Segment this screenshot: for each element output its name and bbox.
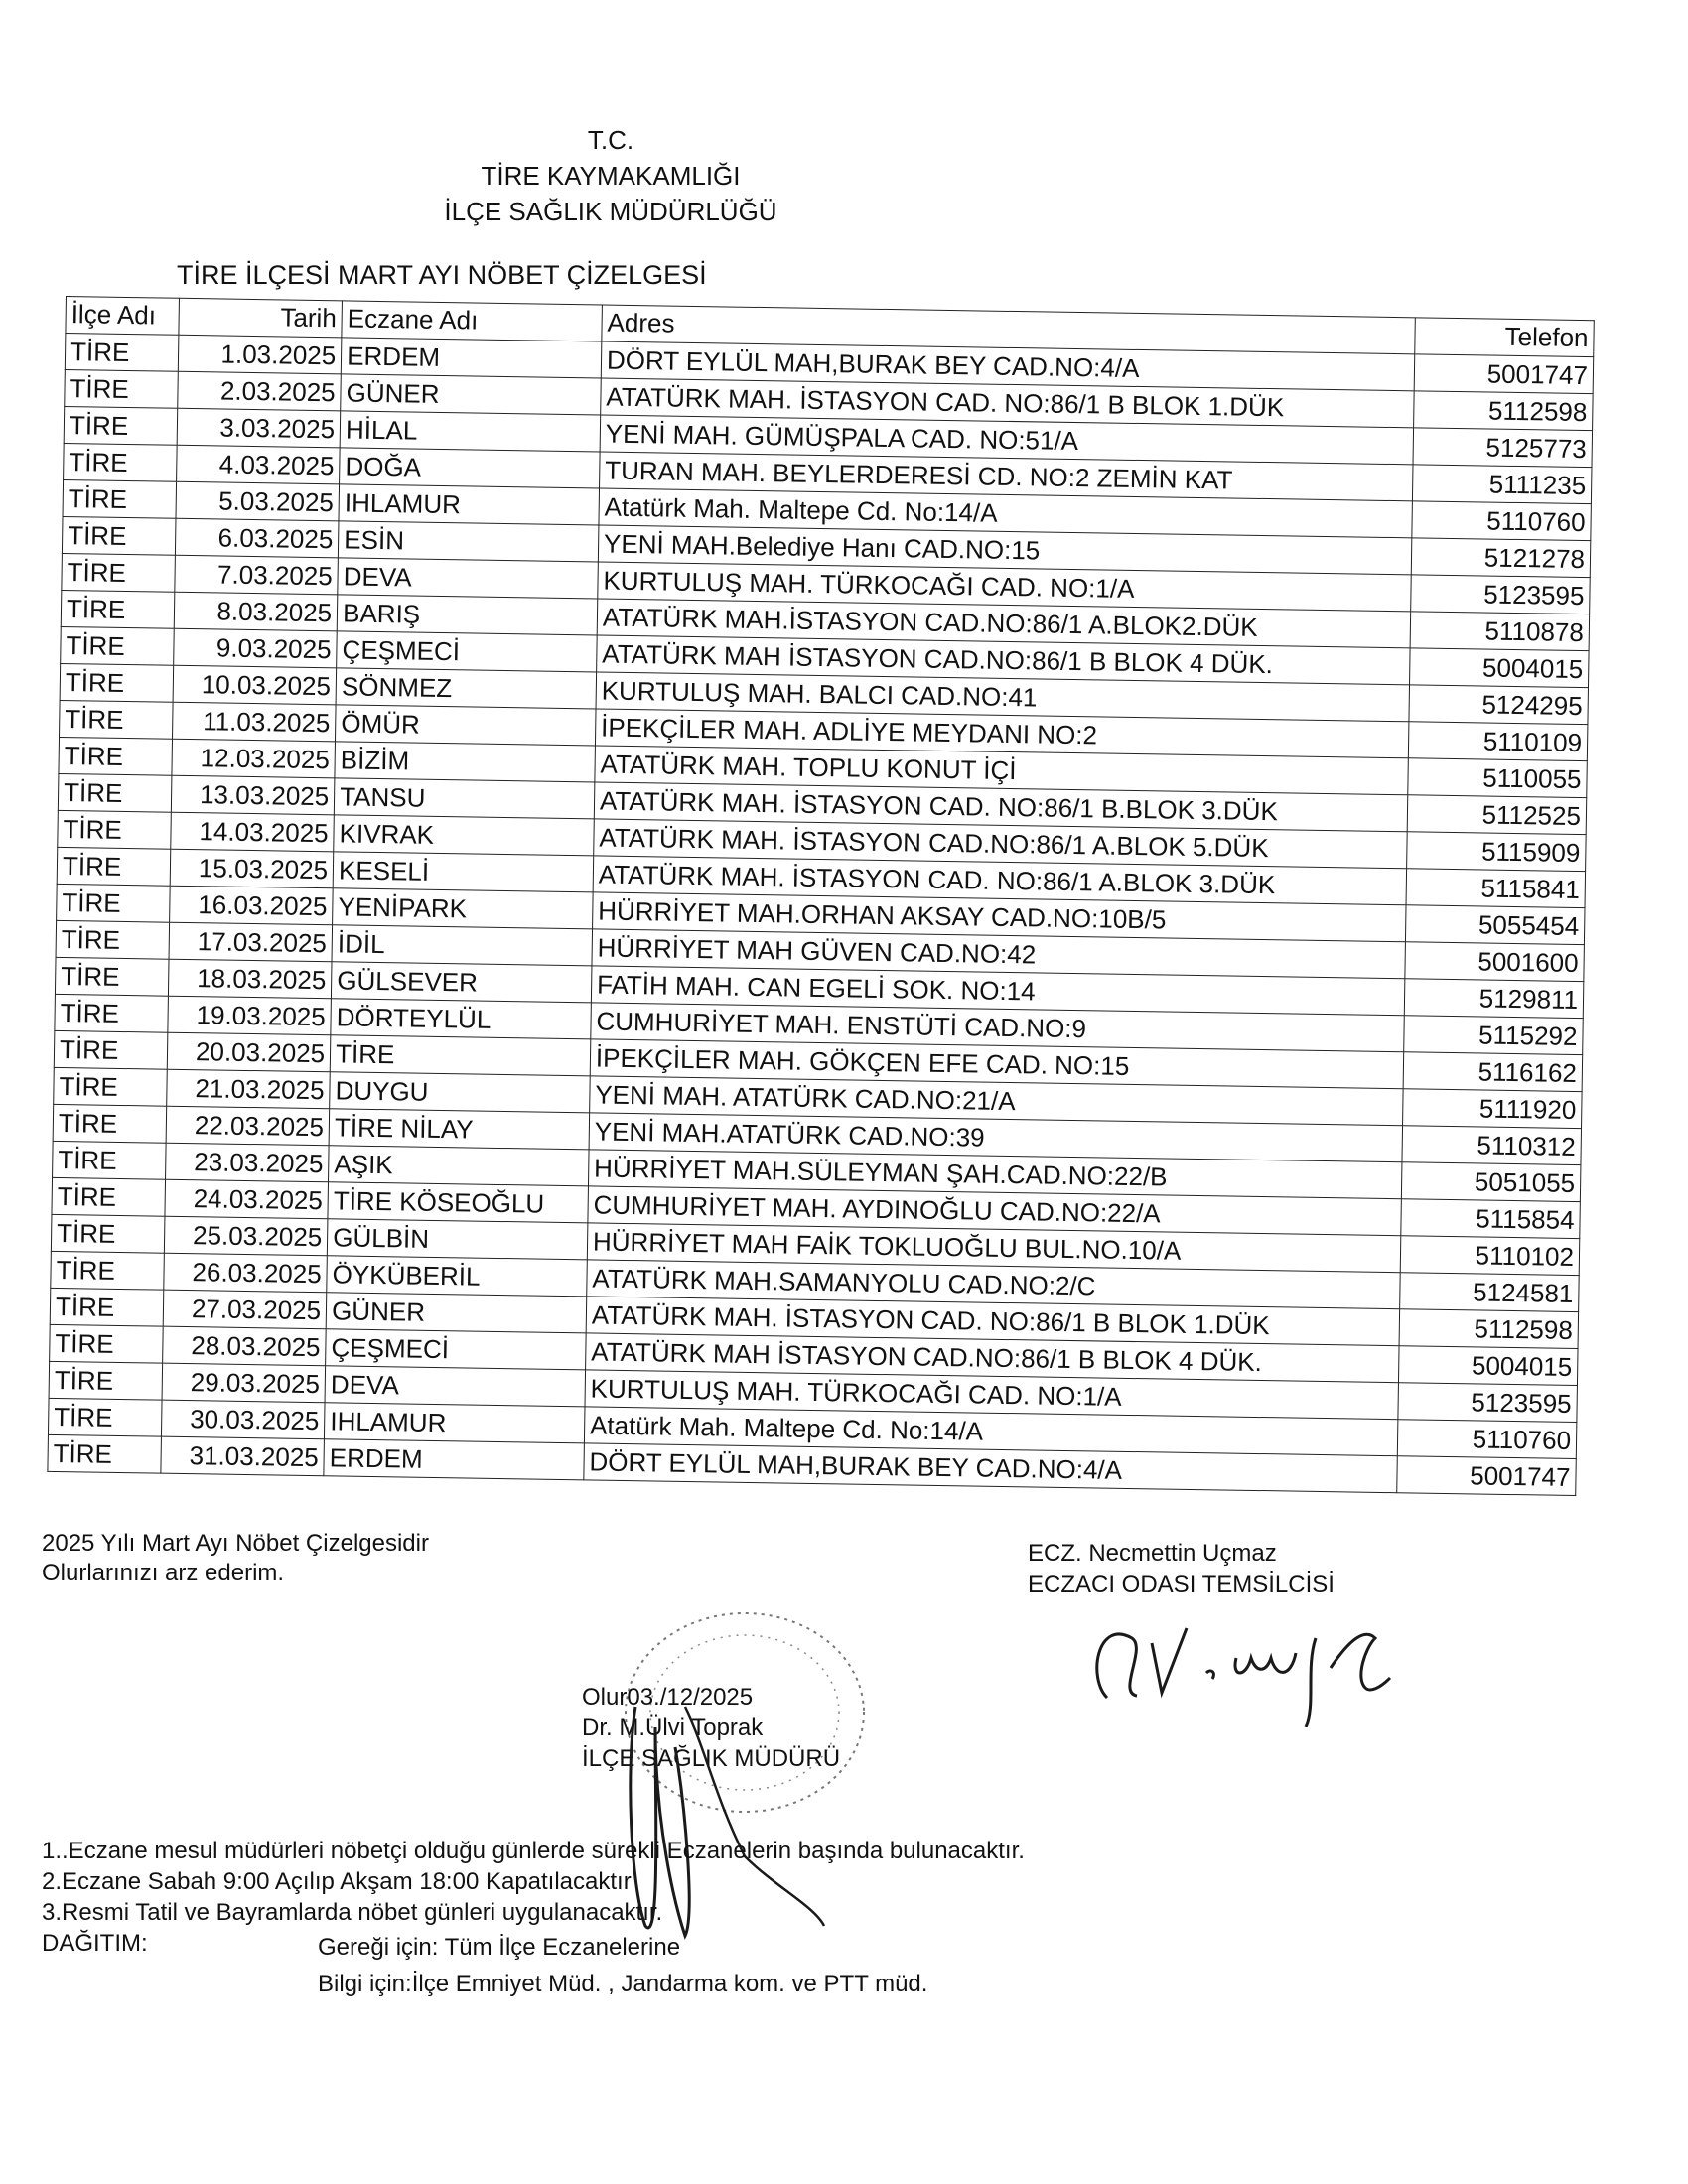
cell-pharmacy-name: HİLAL: [340, 411, 600, 452]
cell-date: 16.03.2025: [169, 886, 333, 925]
cell-district: TİRE: [56, 920, 169, 959]
cell-address: YENİ MAH. GÜMÜŞPALA CAD. NO:51/A: [600, 415, 1414, 465]
cell-district: TİRE: [51, 1214, 164, 1253]
cell-pharmacy-name: IHLAMUR: [339, 484, 599, 525]
representative-name: ECZ. Necmettin Uçmaz: [1028, 1540, 1277, 1567]
cell-pharmacy-name: ÖMÜR: [336, 705, 596, 746]
cell-district: TİRE: [51, 1251, 164, 1290]
cell-date: 3.03.2025: [177, 408, 341, 448]
cell-district: TİRE: [65, 334, 178, 372]
cell-pharmacy-name: ERDEM: [341, 338, 601, 378]
cell-pharmacy-name: ÇEŞMECİ: [326, 1329, 586, 1370]
note-2: 2.Eczane Sabah 9:00 Açılıp Akşam 18:00 Kapatılacaktır: [42, 1868, 632, 1895]
cell-district: TİRE: [62, 553, 175, 592]
cell-address: HÜRRİYET MAH.ORHAN AKSAY CAD.NO:10B/5: [592, 892, 1406, 942]
cell-district: TİRE: [55, 957, 168, 996]
note-1: 1..Eczane mesul müdürleri nöbetçi olduğu günlerde sürekli Eczanelerin başında bulunacaktır.: [42, 1838, 1025, 1864]
cell-district: TİRE: [61, 590, 174, 628]
cell-phone: 5110760: [1412, 501, 1592, 541]
cell-phone: 5111920: [1403, 1089, 1583, 1129]
cell-phone: 5112598: [1399, 1309, 1579, 1349]
cell-address: HÜRRİYET MAH FAİK TOKLUOĞLU BUL.NO.10/A: [587, 1223, 1401, 1273]
cell-address: KURTULUŞ MAH. TÜRKOCAĞI CAD. NO:1/A: [585, 1370, 1399, 1420]
cell-district: TİRE: [54, 1067, 167, 1106]
cell-address: ATATÜRK MAH.İSTASYON CAD.NO:86/1 A.BLOK2.DÜK: [597, 599, 1411, 648]
approval-date: Olur03./12/2025: [582, 1684, 754, 1710]
cell-phone: 5129811: [1404, 979, 1584, 1019]
cell-pharmacy-name: ÖYKÜBERİL: [327, 1256, 587, 1297]
header-tc: T.C.: [587, 125, 634, 155]
cell-phone: 5115292: [1404, 1016, 1584, 1055]
cell-date: 31.03.2025: [160, 1436, 324, 1476]
cell-pharmacy-name: TANSU: [334, 778, 594, 819]
column-header-phone: Telefon: [1415, 318, 1595, 357]
cell-date: 29.03.2025: [162, 1363, 326, 1403]
cell-date: 8.03.2025: [174, 592, 338, 631]
cell-pharmacy-name: SÖNMEZ: [336, 668, 596, 709]
cell-pharmacy-name: BİZİM: [335, 742, 595, 782]
cell-date: 21.03.2025: [166, 1069, 330, 1109]
cell-phone: 5110102: [1400, 1236, 1580, 1276]
cell-date: 28.03.2025: [162, 1326, 326, 1366]
cell-district: TİRE: [54, 1030, 167, 1069]
cell-phone: 5121278: [1411, 538, 1591, 578]
cell-pharmacy-name: IHLAMUR: [325, 1403, 585, 1443]
cell-phone: 5001747: [1414, 354, 1594, 394]
cell-pharmacy-name: GÜNER: [341, 374, 601, 415]
cell-phone: 5115854: [1401, 1199, 1581, 1239]
cell-phone: 5115909: [1407, 832, 1587, 872]
cell-address: ATATÜRK MAH İSTASYON CAD.NO:86/1 B BLOK 4 DÜK.: [585, 1333, 1399, 1383]
cell-address: İPEKÇİLER MAH. ADLİYE MEYDANI NO:2: [595, 709, 1409, 758]
cell-pharmacy-name: GÜLSEVER: [332, 962, 592, 1003]
cell-date: 9.03.2025: [173, 628, 337, 668]
cell-address: ATATÜRK MAH. TOPLU KONUT İÇİ: [595, 746, 1409, 795]
cell-date: 18.03.2025: [168, 959, 332, 999]
cell-phone: 5125773: [1413, 428, 1593, 468]
cell-phone: 5110312: [1402, 1126, 1582, 1165]
footer-request: Olurlarınızı arz ederim.: [42, 1560, 285, 1586]
cell-district: TİRE: [49, 1361, 162, 1400]
cell-address: Atatürk Mah. Maltepe Cd. No:14/A: [599, 488, 1413, 538]
duty-schedule-table: [47, 296, 1594, 1496]
cell-phone: 5001600: [1405, 942, 1585, 982]
cell-pharmacy-name: BARIŞ: [337, 595, 597, 635]
cell-date: 20.03.2025: [167, 1032, 331, 1072]
cell-pharmacy-name: GÜLBİN: [327, 1219, 587, 1260]
header-kaymakamlik: TİRE KAYMAKAMLIĞI: [481, 161, 741, 191]
cell-pharmacy-name: GÜNER: [326, 1293, 586, 1333]
cell-pharmacy-name: DEVA: [325, 1366, 585, 1407]
cell-date: 17.03.2025: [169, 922, 333, 962]
cell-address: KURTULUŞ MAH. BALCI CAD.NO:41: [596, 672, 1410, 722]
cell-phone: 5051055: [1401, 1162, 1581, 1202]
cell-address: DÖRT EYLÜL MAH,BURAK BEY CAD.NO:4/A: [601, 341, 1415, 391]
cell-district: TİRE: [57, 847, 170, 886]
cell-date: 25.03.2025: [164, 1216, 328, 1256]
note-3: 3.Resmi Tatil ve Bayramlarda nöbet günleri uygulanacaktır.: [42, 1899, 663, 1926]
cell-pharmacy-name: DEVA: [338, 558, 598, 599]
cell-phone: 5055454: [1405, 905, 1585, 945]
cell-district: TİRE: [63, 479, 176, 518]
cell-phone: 5001747: [1397, 1456, 1577, 1496]
cell-pharmacy-name: DÖRTEYLÜL: [331, 999, 591, 1039]
cell-phone: 5110055: [1408, 758, 1588, 798]
column-header-district: İlçe Adı: [66, 297, 179, 336]
cell-address: ATATÜRK MAH. İSTASYON CAD. NO:86/1 A.BLOK 3.DÜK: [593, 856, 1407, 905]
cell-address: FATİH MAH. CAN EGELİ SOK. NO:14: [591, 966, 1405, 1016]
cell-pharmacy-name: DUYGU: [330, 1072, 590, 1113]
cell-pharmacy-name: DOĞA: [340, 448, 600, 488]
cell-pharmacy-name: ERDEM: [324, 1439, 584, 1480]
cell-date: 13.03.2025: [171, 775, 335, 815]
cell-address: ATATÜRK MAH İSTASYON CAD.NO:86/1 B BLOK 4 DÜK.: [597, 635, 1411, 685]
cell-date: 1.03.2025: [178, 335, 342, 374]
cell-phone: 5111235: [1412, 465, 1592, 504]
column-header-pharmacy-name: Eczane Adı: [342, 301, 602, 341]
cell-date: 15.03.2025: [170, 849, 334, 888]
cell-district: TİRE: [62, 516, 175, 555]
director-name: Dr. M.Ülvi Toprak: [582, 1714, 764, 1741]
cell-address: YENİ MAH.Belediye Hanı CAD.NO:15: [598, 525, 1412, 575]
cell-address: CUMHURİYET MAH. ENSTÜTİ CAD.NO:9: [591, 1003, 1405, 1052]
cell-date: 6.03.2025: [175, 518, 339, 558]
cell-address: ATATÜRK MAH. İSTASYON CAD. NO:86/1 B.BLOK 3.DÜK: [594, 782, 1408, 832]
cell-date: 10.03.2025: [173, 665, 337, 705]
cell-date: 4.03.2025: [176, 445, 340, 484]
cell-phone: 5110109: [1408, 722, 1588, 761]
cell-district: TİRE: [58, 810, 171, 849]
cell-date: 27.03.2025: [163, 1290, 327, 1329]
header-mudurluk: İLÇE SAĞLIK MÜDÜRLÜĞÜ: [444, 197, 777, 226]
cell-date: 14.03.2025: [170, 812, 334, 852]
cell-district: TİRE: [53, 1141, 166, 1179]
cell-address: ATATÜRK MAH. İSTASYON CAD. NO:86/1 B BLOK 1.DÜK: [601, 378, 1415, 428]
distribution-action: Gereği için: Tüm İlçe Eczanelerine: [318, 1934, 681, 1961]
cell-address: ATATÜRK MAH. İSTASYON CAD. NO:86/1 B BLOK 1.DÜK: [586, 1297, 1400, 1346]
cell-phone: 5112525: [1407, 795, 1587, 835]
footer-statement: 2025 Yılı Mart Ayı Nöbet Çizelgesidir: [42, 1530, 429, 1557]
cell-district: TİRE: [60, 700, 173, 739]
cell-phone: 5110760: [1397, 1420, 1577, 1459]
cell-district: TİRE: [48, 1398, 161, 1436]
column-header-address: Adres: [602, 305, 1416, 354]
cell-pharmacy-name: ESİN: [339, 521, 599, 562]
cell-address: KURTULUŞ MAH. TÜRKOCAĞI CAD. NO:1/A: [598, 562, 1412, 612]
cell-pharmacy-name: KESELİ: [333, 852, 593, 892]
cell-address: HÜRRİYET MAH GÜVEN CAD.NO:42: [592, 929, 1406, 979]
cell-district: TİRE: [65, 369, 178, 408]
cell-address: Atatürk Mah. Maltepe Cd. No:14/A: [584, 1407, 1398, 1456]
column-header-date: Tarih: [178, 298, 342, 338]
cell-district: TİRE: [48, 1434, 161, 1473]
cell-phone: 5004015: [1410, 648, 1590, 688]
cell-pharmacy-name: TİRE NİLAY: [329, 1109, 589, 1150]
cell-address: CUMHURİYET MAH. AYDINOĞLU CAD.NO:22/A: [588, 1186, 1402, 1236]
schedule-title: TİRE İLÇESİ MART AYI NÖBET ÇİZELGESİ: [177, 260, 707, 290]
cell-phone: 5116162: [1403, 1052, 1583, 1092]
cell-phone: 5123595: [1398, 1383, 1578, 1423]
cell-district: TİRE: [64, 443, 177, 481]
cell-date: 26.03.2025: [163, 1253, 327, 1293]
cell-phone: 5004015: [1398, 1346, 1578, 1386]
distribution-label: DAĞITIM:: [42, 1930, 148, 1957]
cell-address: YENİ MAH.ATATÜRK CAD.NO:39: [589, 1113, 1403, 1162]
cell-date: 7.03.2025: [174, 555, 338, 595]
cell-date: 2.03.2025: [177, 371, 341, 411]
cell-date: 30.03.2025: [161, 1400, 325, 1439]
cell-phone: 5124581: [1400, 1273, 1580, 1312]
cell-district: TİRE: [58, 773, 171, 812]
cell-phone: 5110878: [1410, 612, 1590, 651]
cell-district: TİRE: [60, 663, 173, 702]
cell-district: TİRE: [50, 1288, 163, 1326]
cell-pharmacy-name: TİRE KÖSEOĞLU: [328, 1182, 588, 1223]
cell-date: 22.03.2025: [166, 1106, 330, 1146]
cell-date: 19.03.2025: [167, 996, 331, 1035]
cell-district: TİRE: [53, 1104, 166, 1143]
cell-pharmacy-name: TİRE: [330, 1035, 590, 1076]
cell-district: TİRE: [59, 737, 172, 775]
cell-date: 5.03.2025: [175, 481, 339, 521]
cell-date: 12.03.2025: [171, 739, 335, 778]
cell-address: DÖRT EYLÜL MAH,BURAK BEY CAD.NO:4/A: [584, 1443, 1398, 1493]
cell-district: TİRE: [52, 1177, 165, 1216]
cell-phone: 5115841: [1406, 869, 1586, 908]
cell-address: ATATÜRK MAH.SAMANYOLU CAD.NO:2/C: [587, 1260, 1401, 1309]
cell-phone: 5112598: [1414, 391, 1594, 431]
cell-address: İPEKÇİLER MAH. GÖKÇEN EFE CAD. NO:15: [590, 1039, 1404, 1089]
cell-pharmacy-name: YENİPARK: [333, 888, 593, 929]
cell-pharmacy-name: İDİL: [332, 925, 592, 966]
cell-district: TİRE: [55, 994, 168, 1032]
cell-pharmacy-name: ÇEŞMECİ: [337, 631, 597, 672]
distribution-info: Bilgi için:İlçe Emniyet Müd. , Jandarma kom. ve PTT müd.: [318, 1971, 928, 1997]
cell-district: TİRE: [64, 406, 177, 445]
cell-pharmacy-name: KIVRAK: [334, 815, 594, 856]
cell-phone: 5123595: [1411, 575, 1591, 614]
cell-address: YENİ MAH. ATATÜRK CAD.NO:21/A: [590, 1076, 1404, 1126]
cell-phone: 5124295: [1409, 685, 1589, 725]
cell-address: HÜRRİYET MAH.SÜLEYMAN ŞAH.CAD.NO:22/B: [588, 1150, 1402, 1199]
cell-district: TİRE: [57, 884, 170, 922]
cell-district: TİRE: [50, 1324, 163, 1363]
cell-date: 11.03.2025: [172, 702, 336, 742]
cell-address: ATATÜRK MAH. İSTASYON CAD.NO:86/1 A.BLOK 5.DÜK: [594, 819, 1408, 869]
representative-signature: [1077, 1598, 1435, 1727]
cell-date: 24.03.2025: [164, 1179, 328, 1219]
representative-title: ECZACI ODASI TEMSİLCİSİ: [1028, 1571, 1335, 1598]
cell-date: 23.03.2025: [165, 1143, 329, 1182]
cell-address: TURAN MAH. BEYLERDERESİ CD. NO:2 ZEMİN KAT: [599, 452, 1413, 501]
cell-district: TİRE: [61, 626, 174, 665]
cell-pharmacy-name: AŞIK: [329, 1146, 589, 1186]
director-title: İLÇE SAĞLIK MÜDÜRÜ: [582, 1745, 841, 1772]
